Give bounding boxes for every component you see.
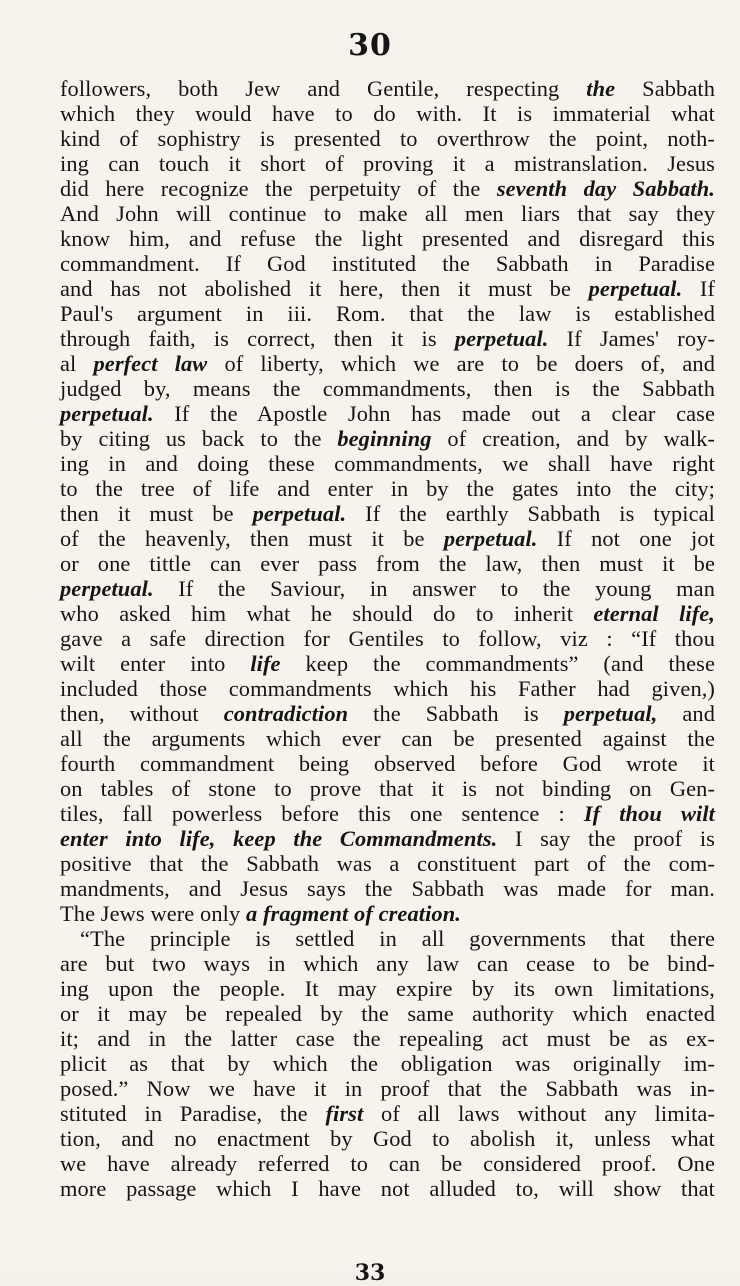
text-line — [60, 151, 715, 176]
emphasized-text: perpetual. — [454, 326, 549, 351]
text-line — [60, 301, 715, 326]
emphasized-text: perpetual. — [60, 576, 154, 601]
text-segment: kind of sophistry is presented to overthrow the point, noth- — [60, 126, 715, 151]
text-line — [60, 976, 715, 1001]
text-line — [60, 1076, 715, 1101]
text-line — [60, 426, 715, 451]
text-segment: Paul's argument in iii. Rom. that the law is established — [60, 301, 715, 326]
text-line — [60, 126, 715, 151]
text-line — [60, 676, 715, 701]
text-segment: are but two ways in which any law can cease to be bind- — [60, 951, 715, 976]
text-segment: fourth commandment being observed before God wrote it — [60, 751, 715, 776]
text-segment: commandment. If God instituted the Sabbath in Paradise — [60, 251, 715, 276]
text-line — [60, 876, 715, 901]
text-segment: or one tittle can ever pass from the law, then must it be — [60, 551, 715, 576]
text-segment: I say the proof is — [497, 826, 715, 851]
text-segment: If — [682, 276, 716, 301]
text-segment: judged by, means the commandments, then is the Sabbath — [60, 376, 715, 401]
text-segment: of creation, and by walk- — [431, 426, 715, 451]
text-segment: then it must be — [60, 501, 253, 526]
text-line — [60, 351, 715, 376]
text-segment: of the heavenly, then must it be — [60, 526, 444, 551]
emphasized-text: perpetual. — [252, 501, 347, 526]
text-segment: gave a safe direction for Gentiles to follow, viz : “If thou — [60, 626, 715, 651]
text-line — [60, 551, 715, 576]
text-segment: tiles, fall powerless before this one sentence : — [60, 801, 584, 826]
text-segment: it; and in the latter case the repealing act must be as ex- — [60, 1026, 715, 1051]
text-segment: all the arguments which ever can be presented against the — [60, 726, 715, 751]
text-line — [60, 326, 715, 351]
text-segment: stituted in Paradise, the — [60, 1101, 326, 1126]
text-line — [60, 376, 715, 401]
text-segment: ing in and doing these commandments, we shall have right — [60, 451, 715, 476]
text-line — [60, 226, 715, 251]
text-segment: to the tree of life and enter in by the gates into the city; — [60, 476, 715, 501]
emphasized-text: perpetual. — [588, 276, 683, 301]
text-line — [60, 651, 715, 676]
text-line — [60, 576, 715, 601]
text-segment: posed.” Now we have it in proof that the Sabbath was in- — [60, 1076, 715, 1101]
text-segment: through faith, is correct, then it is — [60, 326, 455, 351]
text-line — [60, 1126, 715, 1151]
text-line — [60, 626, 715, 651]
page-number: 30 — [348, 28, 392, 63]
text-segment: then, without — [60, 701, 224, 726]
text-segment: The Jews were only — [60, 901, 246, 926]
text-line — [60, 801, 715, 826]
text-segment: ing can touch it short of proving it a mistranslation. Jesus — [60, 151, 715, 176]
text-segment: If James' roy- — [548, 326, 716, 351]
emphasized-text: enter into life, keep the Commandments. — [60, 826, 498, 851]
text-segment: know him, and refuse the light presented and disregard this — [60, 226, 715, 251]
text-segment: keep the commandments” (and these — [280, 651, 715, 676]
text-line — [60, 926, 715, 951]
emphasized-text: a fragment of creation. — [245, 901, 461, 926]
text-line — [60, 176, 715, 201]
text-segment: and — [657, 701, 715, 726]
text-line — [60, 276, 715, 301]
text-line — [60, 851, 715, 876]
text-line — [60, 501, 715, 526]
emphasized-text: perpetual, — [563, 701, 658, 726]
text-line — [60, 1101, 715, 1126]
text-line — [60, 951, 715, 976]
emphasized-text: seventh day Sabbath. — [496, 176, 715, 201]
text-line — [60, 401, 715, 426]
emphasized-text: first — [325, 1101, 364, 1126]
text-segment: the Sabbath is — [348, 701, 564, 726]
text-line — [60, 476, 715, 501]
text-segment: or it may be repealed by the same authority which enacted — [60, 1001, 715, 1026]
text-line — [60, 826, 715, 851]
text-segment: and has not abolished it here, then it must be — [60, 276, 589, 301]
emphasized-text: perpetual. — [60, 401, 154, 426]
text-line — [60, 751, 715, 776]
text-segment: more passage which I have not alluded to, will show that — [60, 1176, 715, 1201]
text-segment: And John will continue to make all men liars that say they — [60, 201, 715, 226]
text-segment: Sabbath — [615, 76, 715, 101]
emphasized-text: contradiction — [223, 701, 349, 726]
text-segment: If not one jot — [537, 526, 715, 551]
text-line — [60, 1001, 715, 1026]
text-segment: who asked him what he should do to inherit — [60, 601, 594, 626]
text-segment: mandments, and Jesus says the Sabbath was made for man. — [60, 876, 715, 901]
text-line — [60, 701, 715, 726]
text-segment: al — [60, 351, 94, 376]
text-line — [60, 901, 715, 926]
text-segment: which they would have to do with. It is immaterial what — [60, 101, 715, 126]
text-line — [60, 1176, 715, 1201]
body-text — [60, 76, 715, 1201]
text-segment: included those commandments which his Father had given,) — [60, 676, 715, 701]
text-segment: by citing us back to the — [60, 426, 338, 451]
text-segment: “The principle is settled in all governments that there — [80, 926, 715, 951]
emphasized-text: If thou wilt — [583, 801, 715, 826]
text-segment: If the Saviour, in answer to the young man — [153, 576, 715, 601]
text-segment: If the earthly Sabbath is typical — [346, 501, 715, 526]
text-line — [60, 201, 715, 226]
emphasized-text: beginning — [337, 426, 432, 451]
text-line — [60, 726, 715, 751]
text-segment: of liberty, which we are to be doers of, and — [207, 351, 716, 376]
text-segment: followers, both Jew and Gentile, respecting — [60, 76, 587, 101]
text-segment: tion, and no enactment by God to abolish it, unless what — [60, 1126, 715, 1151]
emphasized-text: perfect law — [93, 351, 208, 376]
text-line — [60, 1051, 715, 1076]
text-segment: of all laws without any limita- — [363, 1101, 715, 1126]
text-line — [60, 776, 715, 801]
emphasized-text: life — [250, 651, 281, 676]
text-segment: did here recognize the perpetuity of the — [60, 176, 497, 201]
emphasized-text: the — [586, 76, 616, 101]
text-line — [60, 101, 715, 126]
text-segment: plicit as that by which the obligation was originally im- — [60, 1051, 715, 1076]
emphasized-text: perpetual. — [443, 526, 538, 551]
text-line — [60, 76, 715, 101]
text-segment: If the Apostle John has made out a clear case — [153, 401, 715, 426]
text-line — [60, 251, 715, 276]
text-line — [60, 1151, 715, 1176]
text-line — [60, 601, 715, 626]
text-line — [60, 526, 715, 551]
text-segment: positive that the Sabbath was a constituent part of the com- — [60, 851, 715, 876]
text-segment: on tables of stone to prove that it is not binding on Gen- — [60, 776, 715, 801]
text-line — [60, 451, 715, 476]
next-page-number: 33 — [354, 1260, 386, 1286]
text-segment: ing upon the people. It may expire by its own limitations, — [60, 976, 715, 1001]
text-segment: we have already referred to can be considered proof. One — [60, 1151, 715, 1176]
text-segment: wilt enter into — [60, 651, 251, 676]
emphasized-text: eternal life, — [593, 601, 715, 626]
text-line — [60, 1026, 715, 1051]
